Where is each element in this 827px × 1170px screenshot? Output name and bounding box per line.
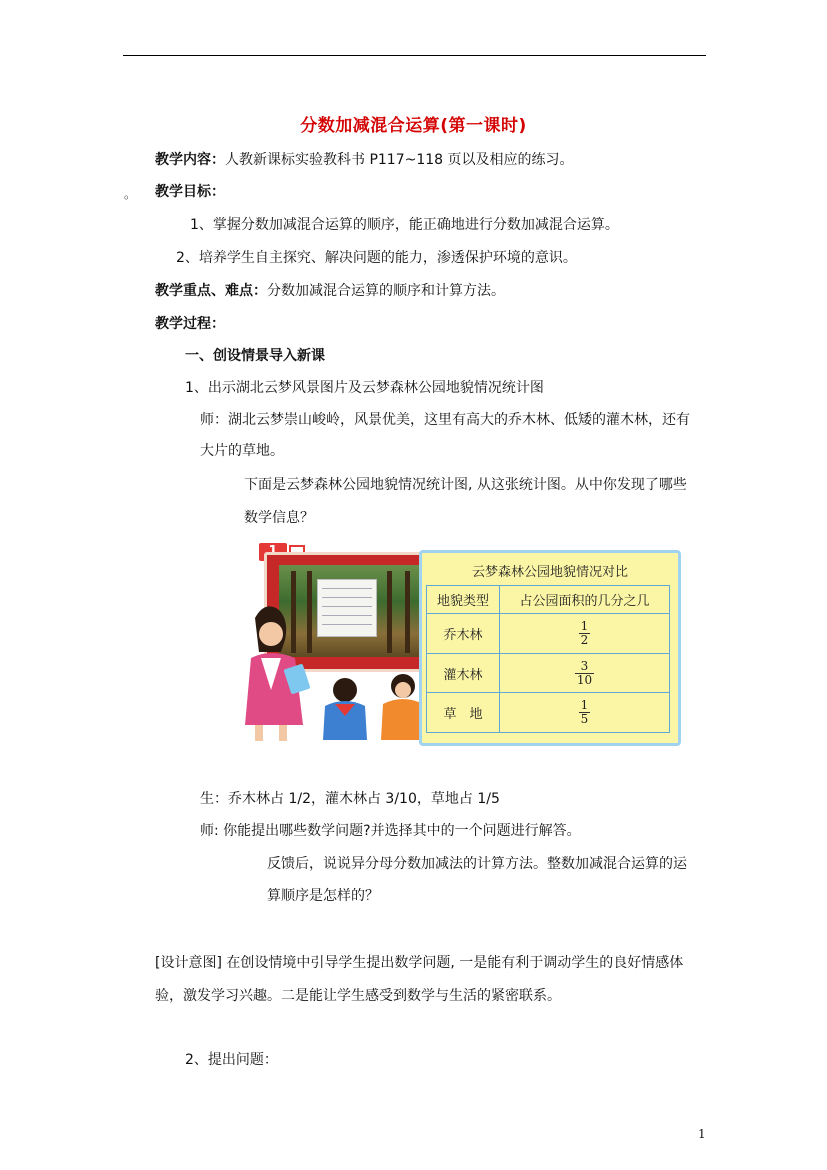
student-answer: 生：乔木林占 1/2，灌木林占 3/10，草地占 1/5 xyxy=(200,791,500,807)
table-row xyxy=(427,614,670,654)
fraction-numerator: 1 xyxy=(580,698,589,713)
fraction-denominator: 2 xyxy=(580,633,589,648)
page-number: 1 xyxy=(698,1127,706,1141)
goal-item-1: 1、掌握分数加减混合运算的顺序，能正确地进行分数加减混合运算。 xyxy=(190,217,619,233)
fraction-cell xyxy=(500,693,670,733)
key-points-line xyxy=(155,281,505,301)
teacher-question: 师: 你能提出哪些数学问题?并选择其中的一个问题进行解答。 xyxy=(200,823,581,839)
goals-label: 教学目标： xyxy=(155,184,225,200)
header-cell: 占公园面积的几分之几 xyxy=(500,586,670,614)
step-2: 2、提出问题： xyxy=(185,1052,278,1068)
teacher-line-1: 师：湖北云梦崇山峻岭，风景优美，这里有高大的乔木林、低矮的灌木林，还有 xyxy=(200,412,690,428)
para-line-2: 数学信息？ xyxy=(244,510,314,526)
terrain-table xyxy=(426,585,670,733)
goal-item-2: 2、培养学生自主探究、解决问题的能力，渗透保护环境的意识。 xyxy=(176,250,577,266)
fraction-cell xyxy=(500,614,670,654)
header-rule xyxy=(123,55,706,56)
table-row xyxy=(427,653,670,693)
content-line xyxy=(155,150,574,170)
fraction-denominator: 10 xyxy=(576,672,593,687)
process-label: 教学过程： xyxy=(155,316,225,332)
type-cell: 草 地 xyxy=(427,693,500,733)
fraction-cell xyxy=(500,653,670,693)
header-cell: 地貌类型 xyxy=(427,586,500,614)
feedback-line-2: 算顺序是怎样的？ xyxy=(267,888,379,904)
step-1: 1、出示湖北云梦风景图片及云梦森林公园地貌情况统计图 xyxy=(185,380,544,396)
section-heading-1: 一、创设情景导入新课 xyxy=(185,348,325,364)
page-title: 分数加减混合运算(第一课时) xyxy=(300,116,527,136)
para-line-1: 下面是云梦森林公园地貌情况统计图, 从这张统计图。从中你发现了哪些 xyxy=(244,477,687,493)
type-cell: 乔木林 xyxy=(427,614,500,654)
feedback-line-1: 反馈后，说说异分母分数加减法的计算方法。整数加减混合运算的运 xyxy=(267,856,687,872)
content-label: 教学内容： xyxy=(155,152,225,168)
teacher-line-2: 大片的草地。 xyxy=(200,443,284,459)
textbook-illustration xyxy=(237,540,683,748)
table-title: 云梦森林公园地貌情况对比 xyxy=(471,565,628,580)
fraction-denominator: 5 xyxy=(580,712,589,727)
design-intent-line-2: 验，激发学习兴趣。二是能让学生感受到数学与生活的紧密联系。 xyxy=(155,988,561,1004)
type-cell: 灌木林 xyxy=(427,653,500,693)
children-illustration xyxy=(237,540,437,748)
fraction-numerator: 3 xyxy=(575,660,594,674)
bullet-mark: 。 xyxy=(124,187,137,201)
table-row xyxy=(427,693,670,733)
design-intent-line-1: [设计意图] 在创设情境中引导学生提出数学问题, 一是能有利于调动学生的良好情感体 xyxy=(155,955,684,971)
terrain-table-panel xyxy=(419,550,681,746)
table-header-row xyxy=(427,586,670,614)
fraction-numerator: 1 xyxy=(580,619,589,634)
key-points-text: 分数加减混合运算的顺序和计算方法。 xyxy=(267,283,505,299)
content-text: 人教新课标实验教科书 P117~118 页以及相应的练习。 xyxy=(225,152,574,168)
key-points-label: 教学重点、难点： xyxy=(155,283,267,299)
